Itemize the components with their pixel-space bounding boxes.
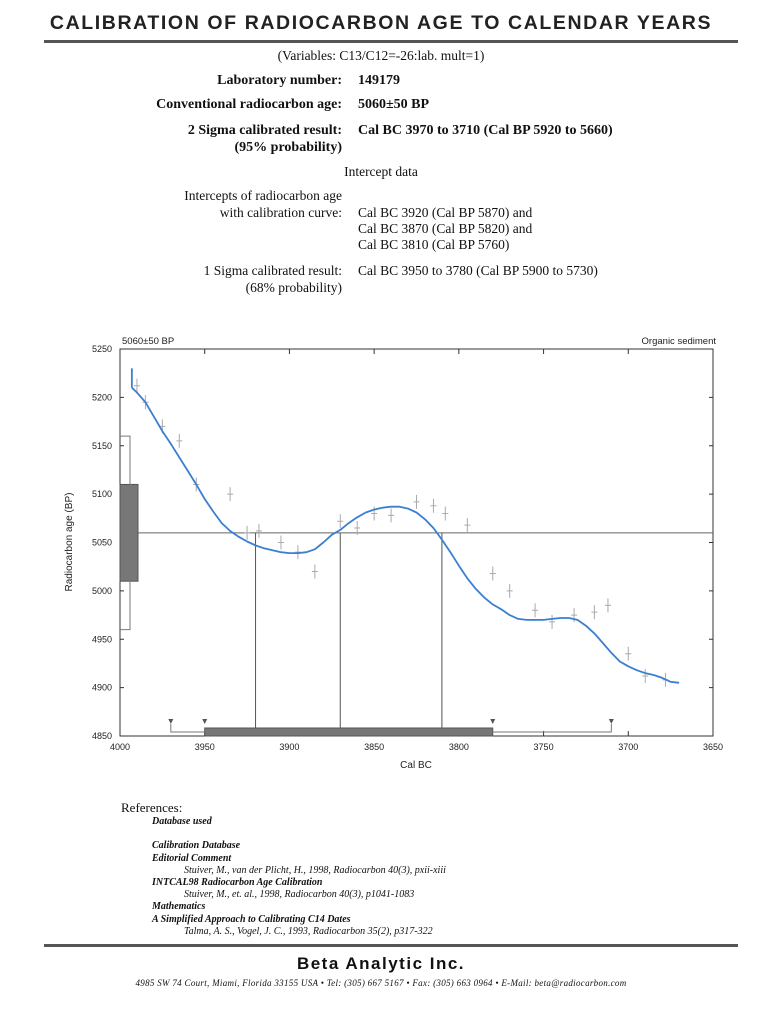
intercept-heading: Intercept data — [344, 164, 418, 179]
two-sigma-probability: (95% probability) — [234, 140, 342, 155]
intercept-label-2: with calibration curve: — [219, 205, 342, 220]
data-point — [625, 647, 631, 661]
x-tick-label: 3900 — [279, 742, 300, 752]
data-point — [388, 508, 394, 522]
reference-line: Mathematics — [152, 901, 206, 913]
y-tick-label: 5050 — [91, 537, 112, 548]
one-sigma-label: 1 Sigma calibrated result: — [203, 263, 342, 278]
x-tick-label: 3950 — [194, 742, 215, 752]
chart-sample-label: 5060±50 BP — [122, 336, 175, 347]
one-sigma-value: Cal BC 3950 to 3780 (Cal BP 5900 to 5730) — [358, 263, 598, 278]
x-tick-label: 3850 — [364, 742, 385, 752]
data-point — [464, 518, 470, 532]
data-point — [591, 605, 597, 619]
y-tick-label: 5000 — [91, 585, 112, 596]
reference-line: Stuiver, M., van der Plicht, H., 1998, Radiocarbon 40(3), pxii-xiii — [184, 864, 446, 876]
reference-line: A Simplified Approach to Calibrating C14 Dates — [152, 913, 351, 925]
references-heading: References: — [121, 800, 183, 815]
company-name: Beta Analytic Inc. — [296, 954, 466, 973]
one-sigma-probability: (68% probability) — [245, 280, 342, 295]
data-point — [414, 495, 420, 509]
y-tick-label: 5250 — [91, 344, 112, 354]
company-address: 4985 SW 74 Court, Miami, Florida 33155 USA • Tel: (305) 667 5167 • Fax: (305) 663 0964 • E-Mail: beta@radiocarbon.com — [135, 978, 627, 988]
x-tick-label: 3700 — [618, 742, 639, 752]
data-point — [278, 536, 284, 550]
data-point — [490, 566, 496, 580]
conv-age-label: Conventional radiocarbon age: — [156, 97, 342, 112]
data-point — [549, 615, 555, 629]
data-point — [244, 526, 250, 540]
y-tick-label: 4900 — [91, 682, 112, 693]
data-point — [227, 487, 233, 501]
y-tick-label: 5200 — [91, 392, 112, 403]
x-tick-label: 3800 — [448, 742, 469, 752]
range-marker — [168, 719, 173, 724]
one-sigma-age-bar — [120, 484, 138, 581]
reference-line: Database used — [152, 816, 212, 827]
reference-line: INTCAL98 Radiocarbon Age Calibration — [152, 876, 323, 888]
data-point — [605, 598, 611, 612]
x-axis-label: Cal BC — [400, 760, 432, 771]
plot-frame — [120, 349, 713, 736]
intercept-value-3: Cal BC 3810 (Cal BP 5760) — [358, 237, 510, 252]
data-point — [430, 499, 436, 513]
variables-line: (Variables: C13/C12=-26:lab. mult=1) — [277, 48, 485, 63]
data-point — [312, 565, 318, 579]
footer-rule — [44, 944, 738, 947]
range-marker — [202, 719, 207, 724]
y-tick-label: 5100 — [91, 489, 112, 500]
data-point — [442, 506, 448, 520]
y-axis-label: Radiocarbon age (BP) — [64, 492, 75, 592]
references-list — [152, 816, 712, 938]
intercept-value-2: Cal BC 3870 (Cal BP 5820) and — [358, 221, 533, 236]
intercept-label-1: Intercepts of radiocarbon age — [184, 188, 342, 203]
lab-number-value: 149179 — [358, 73, 400, 88]
conv-age-value: 5060±50 BP — [358, 97, 430, 112]
range-marker — [490, 719, 495, 724]
reference-line: Editorial Comment — [152, 852, 232, 864]
calibration-chart — [0, 320, 762, 780]
chart-material-label: Organic sediment — [641, 336, 716, 347]
data-point — [256, 524, 262, 538]
header-rule — [44, 40, 738, 43]
x-tick-label: 3750 — [533, 742, 554, 752]
reference-line: Stuiver, M., et. al., 1998, Radiocarbon 40(3), p1041-1083 — [184, 889, 415, 901]
reference-line — [152, 828, 712, 840]
reference-line: Calibration Database — [152, 840, 241, 852]
reference-line: Talma, A. S., Vogel, J. C., 1993, Radiocarbon 35(2), p317-322 — [184, 925, 433, 937]
x-tick-label: 4000 — [109, 742, 131, 752]
data-point — [176, 434, 182, 448]
y-tick-label: 4850 — [91, 731, 112, 741]
lab-number-label: Laboratory number: — [217, 73, 342, 88]
data-point — [337, 514, 343, 528]
x-tick-label: 3650 — [702, 742, 724, 752]
calibration-curve — [132, 388, 679, 683]
two-sigma-label: 2 Sigma calibrated result: — [187, 123, 342, 138]
range-marker — [609, 719, 614, 724]
y-tick-label: 5150 — [91, 440, 112, 451]
y-tick-label: 4950 — [91, 634, 112, 645]
intercept-value-1: Cal BC 3920 (Cal BP 5870) and — [358, 205, 533, 220]
two-sigma-value: Cal BC 3970 to 3710 (Cal BP 5920 to 5660) — [358, 123, 613, 138]
data-point — [507, 584, 513, 598]
data-point — [642, 669, 648, 683]
data-point — [532, 603, 538, 617]
page-title: CALIBRATION OF RADIOCARBON AGE TO CALENDAR YEARS — [49, 12, 713, 34]
